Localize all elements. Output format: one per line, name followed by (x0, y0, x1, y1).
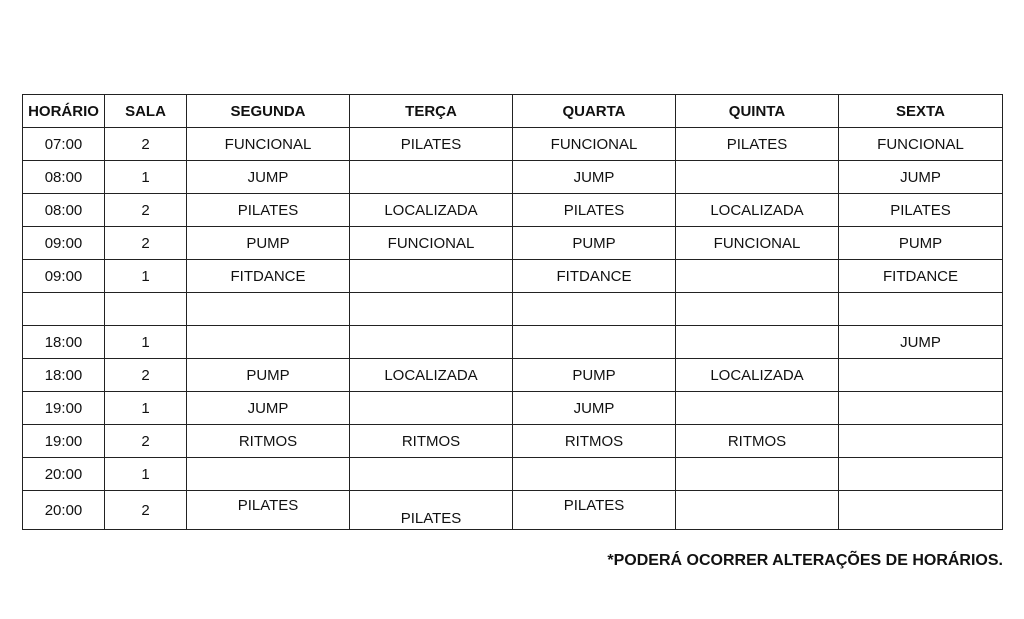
cell-terca: RITMOS (350, 425, 513, 458)
header-segunda: SEGUNDA (187, 95, 350, 128)
cell-room: 1 (105, 161, 187, 194)
schedule-table (22, 94, 1003, 530)
cell-room: 2 (105, 227, 187, 260)
cell-quinta (676, 161, 839, 194)
cell-sexta: FUNCIONAL (839, 128, 1003, 161)
cell-sexta (839, 392, 1003, 425)
cell-quarta (513, 293, 676, 326)
cell-time: 08:00 (23, 161, 105, 194)
cell-sexta: PUMP (839, 227, 1003, 260)
cell-quarta: PUMP (513, 227, 676, 260)
cell-room: 1 (105, 260, 187, 293)
cell-quinta: FUNCIONAL (676, 227, 839, 260)
cell-quarta: PILATES (513, 194, 676, 227)
cell-time (23, 293, 105, 326)
cell-time: 18:00 (23, 326, 105, 359)
cell-terca: LOCALIZADA (350, 359, 513, 392)
cell-time: 09:00 (23, 227, 105, 260)
table-row (23, 359, 1003, 392)
cell-room: 2 (105, 491, 187, 530)
cell-terca: PILATES (350, 491, 513, 530)
cell-room: 2 (105, 425, 187, 458)
cell-terca: PILATES (350, 128, 513, 161)
cell-quarta: JUMP (513, 161, 676, 194)
cell-sexta (839, 359, 1003, 392)
cell-segunda: FITDANCE (187, 260, 350, 293)
cell-quarta: PILATES (513, 491, 676, 530)
table-row (23, 326, 1003, 359)
cell-segunda (187, 293, 350, 326)
cell-time: 18:00 (23, 359, 105, 392)
cell-time: 07:00 (23, 128, 105, 161)
cell-time: 08:00 (23, 194, 105, 227)
cell-segunda: FUNCIONAL (187, 128, 350, 161)
header-quinta: QUINTA (676, 95, 839, 128)
cell-room: 1 (105, 392, 187, 425)
cell-sexta (839, 491, 1003, 530)
cell-segunda (187, 326, 350, 359)
cell-quinta (676, 491, 839, 530)
cell-quinta (676, 260, 839, 293)
schedule-change-notice: *PODERÁ OCORRER ALTERAÇÕES DE HORÁRIOS. (607, 552, 1003, 569)
cell-sexta: JUMP (839, 326, 1003, 359)
cell-room (105, 293, 187, 326)
cell-quarta: PUMP (513, 359, 676, 392)
table-row (23, 392, 1003, 425)
cell-quarta (513, 326, 676, 359)
cell-sexta (839, 425, 1003, 458)
cell-quinta (676, 458, 839, 491)
cell-quarta: FITDANCE (513, 260, 676, 293)
cell-time: 19:00 (23, 392, 105, 425)
header-quarta: QUARTA (513, 95, 676, 128)
cell-quarta: FUNCIONAL (513, 128, 676, 161)
table-row (23, 161, 1003, 194)
cell-quinta: LOCALIZADA (676, 194, 839, 227)
cell-room: 1 (105, 326, 187, 359)
cell-sexta (839, 293, 1003, 326)
cell-room: 1 (105, 458, 187, 491)
table-row (23, 491, 1003, 530)
cell-terca: LOCALIZADA (350, 194, 513, 227)
header-sexta: SEXTA (839, 95, 1003, 128)
cell-terca: FUNCIONAL (350, 227, 513, 260)
cell-quarta (513, 458, 676, 491)
header-row (23, 95, 1003, 128)
table-row (23, 227, 1003, 260)
cell-terca (350, 458, 513, 491)
cell-segunda: PILATES (187, 194, 350, 227)
cell-segunda (187, 458, 350, 491)
cell-segunda: PUMP (187, 227, 350, 260)
cell-segunda: PILATES (187, 491, 350, 530)
cell-terca (350, 326, 513, 359)
cell-quinta (676, 392, 839, 425)
cell-quinta: RITMOS (676, 425, 839, 458)
table-row (23, 458, 1003, 491)
table-row (23, 128, 1003, 161)
cell-room: 2 (105, 359, 187, 392)
cell-time: 20:00 (23, 491, 105, 530)
cell-segunda: JUMP (187, 392, 350, 425)
header-horario: HORÁRIO (23, 95, 105, 128)
cell-segunda: PUMP (187, 359, 350, 392)
cell-quinta (676, 293, 839, 326)
cell-sexta: PILATES (839, 194, 1003, 227)
cell-sexta (839, 458, 1003, 491)
cell-segunda: JUMP (187, 161, 350, 194)
header-terca: TERÇA (350, 95, 513, 128)
cell-quinta (676, 326, 839, 359)
cell-terca (350, 392, 513, 425)
table-row (23, 293, 1003, 326)
cell-terca (350, 260, 513, 293)
table-row (23, 425, 1003, 458)
cell-time: 09:00 (23, 260, 105, 293)
cell-room: 2 (105, 128, 187, 161)
cell-quinta: PILATES (676, 128, 839, 161)
cell-terca (350, 161, 513, 194)
cell-time: 19:00 (23, 425, 105, 458)
cell-quarta: JUMP (513, 392, 676, 425)
cell-sexta: FITDANCE (839, 260, 1003, 293)
cell-quinta: LOCALIZADA (676, 359, 839, 392)
cell-quarta: RITMOS (513, 425, 676, 458)
cell-segunda: RITMOS (187, 425, 350, 458)
cell-room: 2 (105, 194, 187, 227)
table-row (23, 194, 1003, 227)
cell-sexta: JUMP (839, 161, 1003, 194)
cell-time: 20:00 (23, 458, 105, 491)
cell-terca (350, 293, 513, 326)
header-sala: SALA (105, 95, 187, 128)
table-row (23, 260, 1003, 293)
